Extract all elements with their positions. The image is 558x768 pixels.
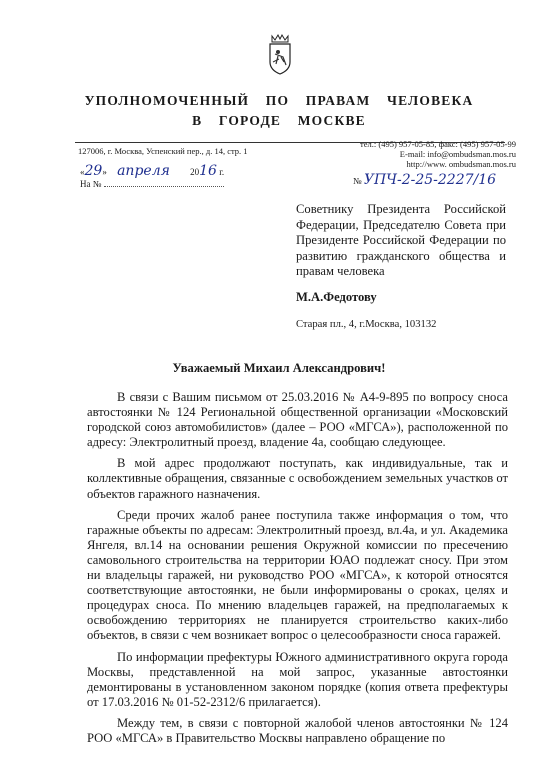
reference-number-row <box>80 179 224 189</box>
number-label: № <box>353 176 362 186</box>
letter-date: «29» апреля 2016 г. <box>80 163 225 179</box>
contact-block <box>360 139 516 169</box>
recipient-position: Советнику Президента Российской Федерации, Председателю Совета при Президенте Российской Федерации по развитию гражданского общества и правам человека <box>296 202 506 279</box>
date-year-end: г. <box>219 167 225 177</box>
paragraph: По информации префектуры Южного административного округа города Москвы, представленной на мой запрос, указанные автостоянки демонтированы в установленном законом порядке (копия ответа префектуры от 17.03.2016 № 01-52-2312/6 прилагается). <box>87 649 508 709</box>
moscow-coat-of-arms-icon <box>266 32 294 76</box>
salutation: Уважаемый Михаил Александрович! <box>172 361 386 375</box>
na-label: На № <box>80 179 102 189</box>
recipient-address: Старая пл., 4, г.Москва, 103132 <box>296 319 437 330</box>
email: E-mail: info@ombudsman.mos.ru <box>399 149 516 159</box>
website: http://www. ombudsman.mos.ru <box>406 159 516 169</box>
date-day: 29 <box>84 163 103 179</box>
recipient-name: М.А.Федотову <box>296 290 377 304</box>
paragraph: В связи с Вашим письмом от 25.03.2016 № А4-9-895 по вопросу сноса автостоянки № 124 Региональной общественной организации «Московский городской союз автомобилистов» (далее – РОО «МГСА»), расположенной по адресу: Электролитный проезд, владение 4а, сообщаю следующее. <box>87 390 508 450</box>
date-year-prefix: 20 <box>190 167 200 177</box>
letterhead-title-line2: В ГОРОДЕ МОСКВЕ <box>192 113 366 128</box>
outgoing-number <box>353 172 496 188</box>
letterhead-title-line1: УПОЛНОМОЧЕННЫЙ ПО ПРАВАМ ЧЕЛОВЕКА <box>84 93 474 108</box>
letter-body <box>87 390 508 752</box>
paragraph: В мой адрес продолжают поступать, как индивидуальные, так и коллективные обращения, связанные с освобождением земельных участков от объектов гаражного назначения. <box>87 456 508 501</box>
phone-fax: тел.: (495) 957-05-85, факс: (495) 957-05-99 <box>360 139 516 149</box>
number-value: УПЧ-2-25-2227/16 <box>363 172 497 188</box>
sender-address: 127006, г. Москва, Успенский пер., д. 14, стр. 1 <box>78 146 248 156</box>
date-year-suffix: 16 <box>199 163 217 179</box>
paragraph: Среди прочих жалоб ранее поступила также информация о том, что гаражные объекты по адресам: Электролитный проезд, вл.4а, и ул. Академика Янгеля, вл.14 на основании решения Окружной комиссии по пресечению самовольного строительства на территории ЮАО подлежат сносу. При этом ни владельцы гаражей, ни руководство РОО «МГСА», к которой относятся соответствующие автостоянки, не были информированы о сроках, целях и процедурах сноса. По мнению владельцев гаражей, на предполагаемых к освобождению территориях не планируется строительство каких-либо объектов, в связи с чем возникает вопрос о целесообразности сноса гаражей. <box>87 507 508 643</box>
paragraph: Между тем, в связи с повторной жалобой членов автостоянки № 124 РОО «МГСА» в Правительство Москвы направлено обращение по <box>87 715 508 745</box>
date-month: апреля <box>117 163 170 179</box>
